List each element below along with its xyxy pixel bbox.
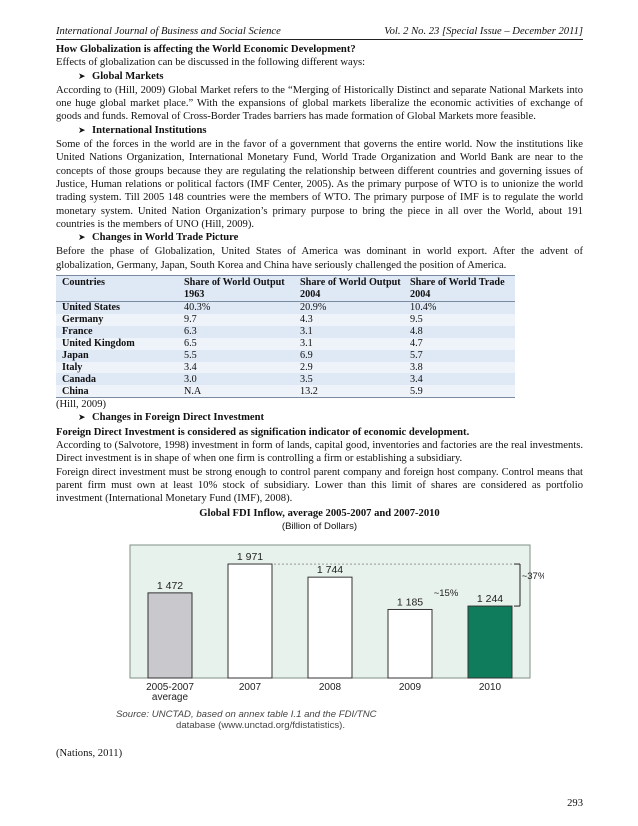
table-cell: 3.1 [300,326,313,338]
arrow-bullet-icon: ➤ [78,71,86,82]
category-label: 2007 [238,682,262,694]
issue-info: Vol. 2 No. 23 [Special Issue – December 2011] [384,26,583,37]
arrow-bullet-icon: ➤ [78,125,86,136]
table-cell: 4.7 [410,338,423,350]
chart-subtitle: (Billion of Dollars) [281,520,358,532]
table-header: Countries [62,277,106,289]
bar-value-label: 1 744 [316,564,344,577]
table-row [56,350,515,362]
table-cell: China [62,385,89,397]
bar-value-label: 1 472 [156,580,184,593]
category-label: 2005-2007 [146,682,194,694]
table-cell: France [62,326,93,338]
table-row [56,373,515,385]
chart-title: Global FDI Inflow, average 2005-2007 and 2007-2010 [199,507,440,519]
table-cell: 4.3 [300,314,313,326]
table-cell: Japan [62,350,89,362]
table-cell: 3.4 [410,373,423,385]
table-cell: 10.4% [410,302,437,314]
intro-text: Effects of globalization can be discussed in the following different ways: [56,57,366,69]
category-label: 2010 [478,682,502,694]
table-cell: 5.5 [184,350,197,362]
table-row [56,326,515,338]
table-cell: Italy [62,361,83,373]
table-row [56,302,515,314]
table-cell: 13.2 [300,385,318,397]
journal-title: International Journal of Business and Social Science [56,26,281,37]
table-cell: 3.8 [410,361,423,373]
table-cell: United States [62,302,121,314]
table-cell: 6.5 [184,338,197,350]
table-cell: 3.0 [184,373,197,385]
page-number: 293 [567,798,583,809]
table-cell: 6.3 [184,326,197,338]
global-markets-heading: ➤ Global Markets [56,70,583,84]
arrow-bullet-icon: ➤ [78,233,86,244]
table-row [56,338,515,350]
bar [468,606,512,678]
table-cell: United Kingdom [62,338,135,350]
bar [308,577,352,678]
table-cell: 9.7 [184,314,197,326]
institutions-heading: ➤ International Institutions [56,124,583,138]
fdi-heading: ➤ Changes in Foreign Direct Investment [56,411,583,425]
table-cell: 20.9% [300,302,327,314]
table-header: Share of World Output 1963 [184,277,285,300]
table-cell: Canada [62,373,96,385]
fdi-lead: Foreign Direct Investment is considered as signification indicator of economic development. [56,426,470,438]
institutions-text: Some of the forces in the world are in the favor of a government that governs the entire world. Now the institutions like United Nations Organization, International Monetary Fund, World Trade Organization and World Bank are near to the concepts of those groups because they are regulating the relationship between different countries and governing issues of Justice, Human relations or political factors (IMF Center, 2005). As the primary purpose of WTO is to unionize the world trading system. Till 2005 148 countries were the members of WTO. The primary purpose of IMF is to regulate the world monetary system. United Nation Organization’s primary purpose to bring the piece in all over the World, about 191 countries is the members of UNO (Hill, 2009). [56,139,583,230]
table-header-row [56,276,515,301]
chart-source-line: database (www.unctad.org/fdistatistics). [176,720,346,732]
bar [228,564,272,678]
global-markets-text: According to (Hill, 2009) Global Market refers to the “Merging of Historically Distinct and separate National Markets into one huge global market place.” With the expansions of global markets liberalize the economic activities of exchange of goods and funds. Removal of Cross-Border Trades barriers has made formation of Global Markets more feasible. [56,84,583,123]
trade-picture-text: Before the phase of Globalization, United States of America was dominant in world export. After the advent of globalization, Germany, Japan, South Korea and China have seriously challenged the position of America. [56,246,583,271]
bar [148,593,192,678]
change-annotation: ~15% [433,588,459,600]
table-cell: 6.9 [300,350,313,362]
fdi-bar-chart [116,537,544,709]
table-cell: 3.4 [184,361,197,373]
page [56,26,583,809]
table-cell: 40.3% [184,302,211,314]
table-cell: 3.1 [300,338,313,350]
arrow-bullet-icon: ➤ [78,413,86,424]
chart-citation: (Nations, 2011) [56,748,123,760]
fdi-text-1: According to (Salvotore, 1998) investment in form of lands, capital good, inventories and factories are the real investments. Direct investment is in shape of when one firm is controlling a firm or establishing a subsidiary. [56,440,583,465]
table-row [56,314,515,326]
table-cell: 2.9 [300,361,313,373]
table-row [56,385,515,397]
category-label: 2009 [398,682,422,694]
table-cell: 5.9 [410,385,423,397]
category-label: 2008 [318,682,342,694]
table-header: Share of World Trade 2004 [410,277,505,300]
table-cell: 4.8 [410,326,423,338]
chart-source-line: Source: UNCTAD, based on annex table I.1 and the FDI/TNC [116,709,377,721]
bar-value-label: 1 244 [476,593,504,606]
table-source: (Hill, 2009) [56,399,107,411]
table-cell: 5.7 [410,350,423,362]
category-label: average [151,692,189,704]
fdi-text-2: Foreign direct investment must be strong enough to control parent company and foreign host company. Control means that parent firm must own at least 10% stock of subsidiary. Lower than this limit of shares are considered as portfolio investment (International Monetary Fund (IMF), 2008). [56,466,583,505]
table-cell: 3.5 [300,373,313,385]
fdi-chart [116,537,544,709]
running-header [56,26,583,40]
section-heading: How Globalization is affecting the World Economic Development? [56,44,356,55]
bar-value-label: 1 971 [236,551,264,564]
table-cell: N.A [184,385,202,397]
trade-picture-heading: ➤ Changes in World Trade Picture [56,231,583,245]
change-annotation: ~37% [521,571,544,583]
bar [388,610,432,679]
bar-value-label: 1 185 [396,596,424,609]
world-share-table [56,275,515,398]
table-cell: 9.5 [410,314,423,326]
table-row [56,362,515,374]
chart-source [116,709,583,731]
table-cell: Germany [62,314,104,326]
table-header: Share of World Output 2004 [300,277,401,300]
